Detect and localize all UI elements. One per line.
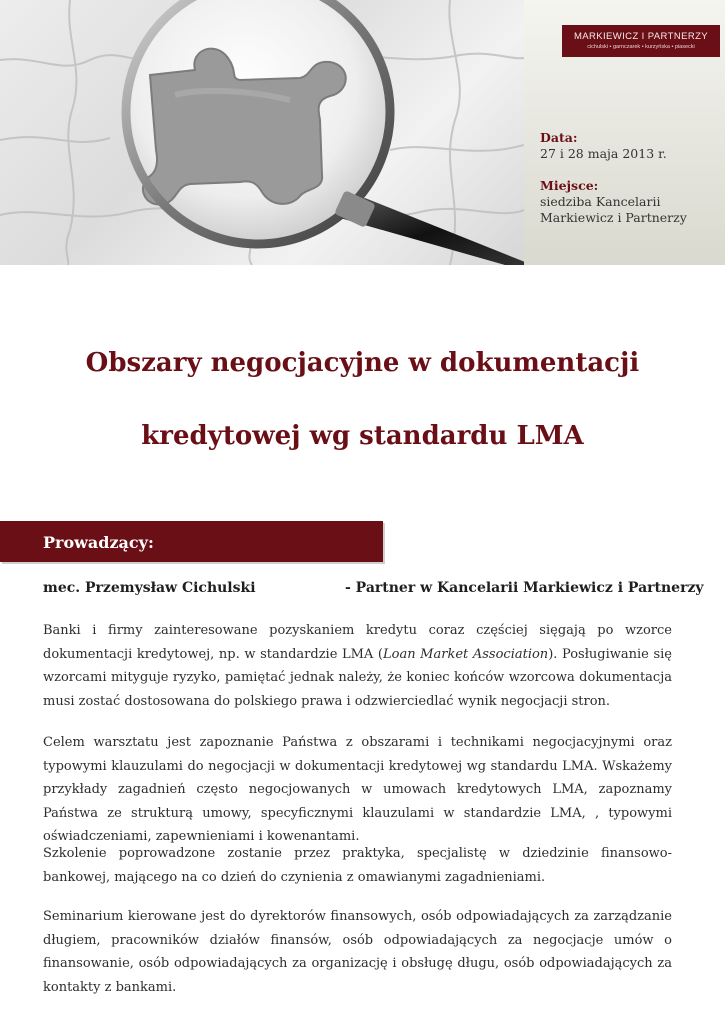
leader-name: mec. Przemysław Cichulski (43, 580, 256, 596)
date-value: 27 i 28 maja 2013 r. (540, 146, 667, 161)
page-title-line-2: kredytowej wg standardu LMA (141, 421, 584, 451)
leaders-label: Prowadzący: (43, 533, 154, 552)
page-title-line-1: Obszary negocjacyjne w dokumentacji (85, 348, 640, 378)
place-line-1: siedziba Kancelarii (540, 194, 661, 209)
event-info (540, 130, 720, 226)
paragraph-audience: Seminarium kierowane jest do dyrektorów finansowych, osób odpowiadających za zarządzanie długiem, pracowników działów finansów, osób odpowiadających za negocjacje umów o finansowanie, osób odpowiadających za organizację i obsługę długu, osób odpowiadających za kontakty z bankami. (43, 909, 672, 995)
paragraph-intro-b: ). Posługiwanie się wzorcami mityguje ryzyko, pamiętać jednak należy, że koniec końców wzorcowa dokumentacja musi zostać dostosowana do polskiego prawa i odzwierciedlać wynik negocjacji stron. (43, 646, 672, 709)
leader-role: - Partner w Kancelarii Markiewicz i Partnerzy (345, 580, 704, 596)
logo-name: MARKIEWICZ I PARTNERZY (573, 31, 709, 42)
paragraph-intro-italic: Loan Market Association (383, 646, 549, 662)
leaders-section-bar (0, 521, 383, 562)
paragraph-goal: Celem warsztatu jest zapoznanie Państwa z obszarami i technikami negocjacyjnymi oraz typowymi klauzulami do negocjacji w dokumentacji kredytowej wg standardu LMA. Wskażemy przykłady zagadnień często negocjowanych w umowach kredytowych LMA, zapoznamy Państwa ze strukturą umowy, specyficznymi klauzulami w standardzie LMA, , typowymi oświadczeniami, zapewnieniami i kowenantami. (43, 735, 672, 844)
firm-logo (562, 25, 720, 57)
date-label: Data: (540, 130, 578, 145)
paragraph-intro (43, 619, 672, 713)
magnifier-puzzle-illustration (0, 0, 524, 265)
place-line-2: Markiewicz i Partnerzy (540, 210, 687, 225)
paragraph-trainer: Szkolenie poprowadzone zostanie przez praktyka, specjalistę w dziedzinie finansowo-bankowej, mającego na co dzień do czynienia z omawianymi zagadnieniami. (43, 846, 672, 885)
place-label: Miejsce: (540, 178, 599, 193)
paragraph-intro-a: Banki i firmy zainteresowane pozyskaniem kredytu coraz częściej sięgają po wzorce dokumentacji kredytowej, np. w standardzie LMA ( (43, 623, 672, 662)
hero-image (0, 0, 524, 265)
logo-subtitle: cichulski • garnczarek • kurzyńska • piasecki (587, 44, 695, 50)
